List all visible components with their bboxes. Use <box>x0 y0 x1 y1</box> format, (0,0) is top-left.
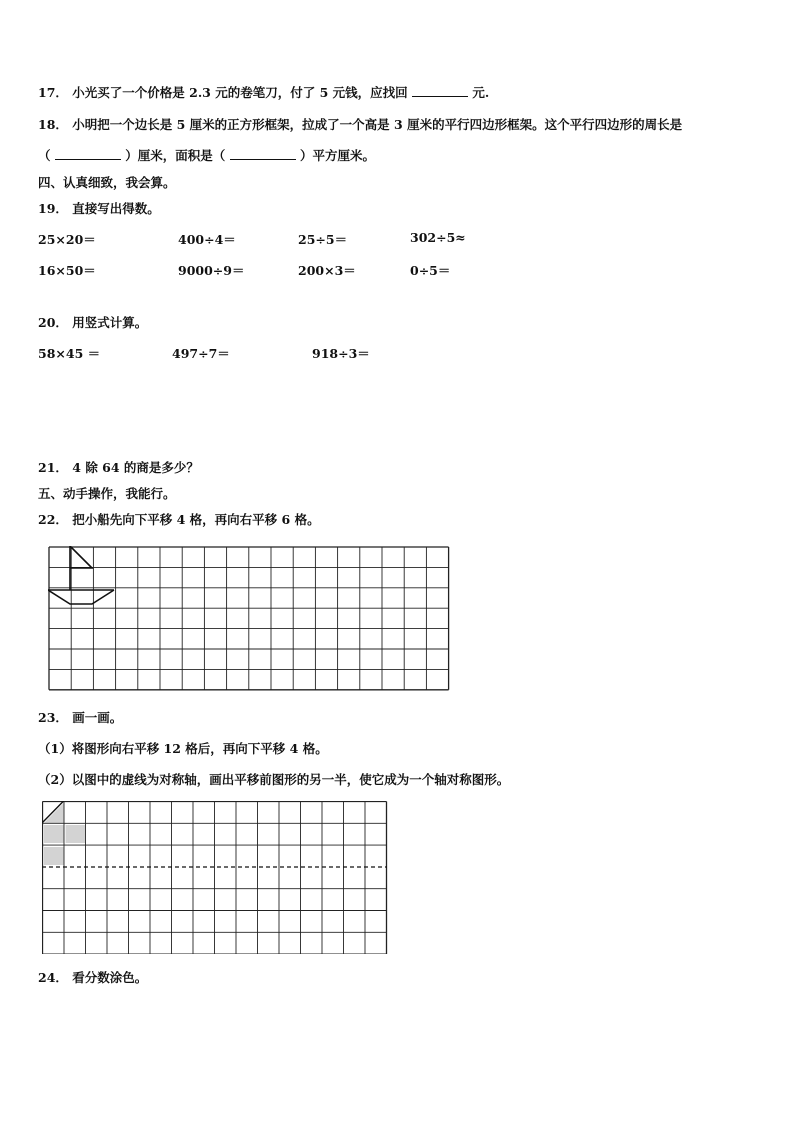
question-23 <box>38 708 122 726</box>
shaded-cell <box>44 825 64 843</box>
question-number: 19． <box>38 201 68 216</box>
boat-grid[interactable] <box>48 546 452 691</box>
section-heading-5: 五、动手操作，我能行。 <box>38 486 176 501</box>
question-18 <box>38 115 682 133</box>
shaded-cells <box>44 803 85 865</box>
calc-item: 0÷5＝ <box>410 263 451 278</box>
question-text: ）厘米，面积是（ <box>125 148 226 163</box>
question-21 <box>38 458 199 476</box>
question-23-part-1: （1）将图形向右平移 12 格后，再向下平移 4 格。 <box>38 741 328 756</box>
calc-item: 302÷5≈ <box>410 230 466 245</box>
shaded-triangle <box>44 803 64 823</box>
calc-item: 400÷4＝ <box>178 232 236 247</box>
shaded-cell <box>44 847 64 865</box>
boat-sail <box>70 546 92 568</box>
perimeter-blank[interactable] <box>55 147 121 160</box>
question-17 <box>38 83 489 101</box>
grid-lines <box>49 547 449 690</box>
question-number: 24． <box>38 970 68 985</box>
question-24 <box>38 968 147 986</box>
question-text: 看分数涂色。 <box>72 970 148 985</box>
calc-item: 200×3＝ <box>298 263 356 278</box>
boat-hull <box>48 590 114 604</box>
grid-lines <box>43 802 387 955</box>
question-number: 17． <box>38 85 68 100</box>
question-19 <box>38 199 160 217</box>
question-text: 4 除 64 的商是多少？ <box>72 460 199 475</box>
calc-item: 16×50＝ <box>38 263 96 278</box>
question-text: ）平方厘米。 <box>299 148 375 163</box>
vertical-calc-item: 497÷7＝ <box>172 346 230 361</box>
question-text: 画一画。 <box>72 710 123 725</box>
question-number: 21． <box>38 460 68 475</box>
shaded-cell <box>66 825 86 843</box>
question-18-answer-line <box>38 146 375 164</box>
area-blank[interactable] <box>230 147 296 160</box>
question-text: 把小船先向下平移 4 格，再向右平移 6 格。 <box>72 512 320 527</box>
question-text: 小光买了一个价格是 2.3 元的卷笔刀，付了 5 元钱，应找回 <box>72 85 408 100</box>
question-number: 22． <box>38 512 68 527</box>
question-23-part-2: （2）以图中的虚线为对称轴，画出平移前图形的另一半，使它成为一个轴对称图形。 <box>38 772 510 787</box>
question-number: 20． <box>38 315 68 330</box>
question-text: 小明把一个边长是 5 厘米的正方形框架，拉成了一个高是 3 厘米的平行四边形框架。这个平行四边形的周长是 <box>72 117 683 132</box>
symmetry-grid[interactable] <box>42 801 389 954</box>
question-22 <box>38 510 320 528</box>
question-text: 用竖式计算。 <box>72 315 148 330</box>
boat-shape <box>48 546 114 604</box>
answer-blank[interactable] <box>412 84 468 97</box>
question-unit: 元. <box>472 85 490 100</box>
question-text: 直接写出得数。 <box>72 201 160 216</box>
calc-item: 25÷5＝ <box>298 232 348 247</box>
vertical-calc-item: 918÷3＝ <box>312 346 370 361</box>
vertical-calc-item: 58×45 ＝ <box>38 346 101 361</box>
paren-open: （ <box>38 148 51 163</box>
question-20 <box>38 313 147 331</box>
question-number: 18． <box>38 117 68 132</box>
calc-item: 25×20＝ <box>38 232 96 247</box>
calc-item: 9000÷9＝ <box>178 263 245 278</box>
question-number: 23． <box>38 710 68 725</box>
section-heading-4: 四、认真细致，我会算。 <box>38 175 176 190</box>
